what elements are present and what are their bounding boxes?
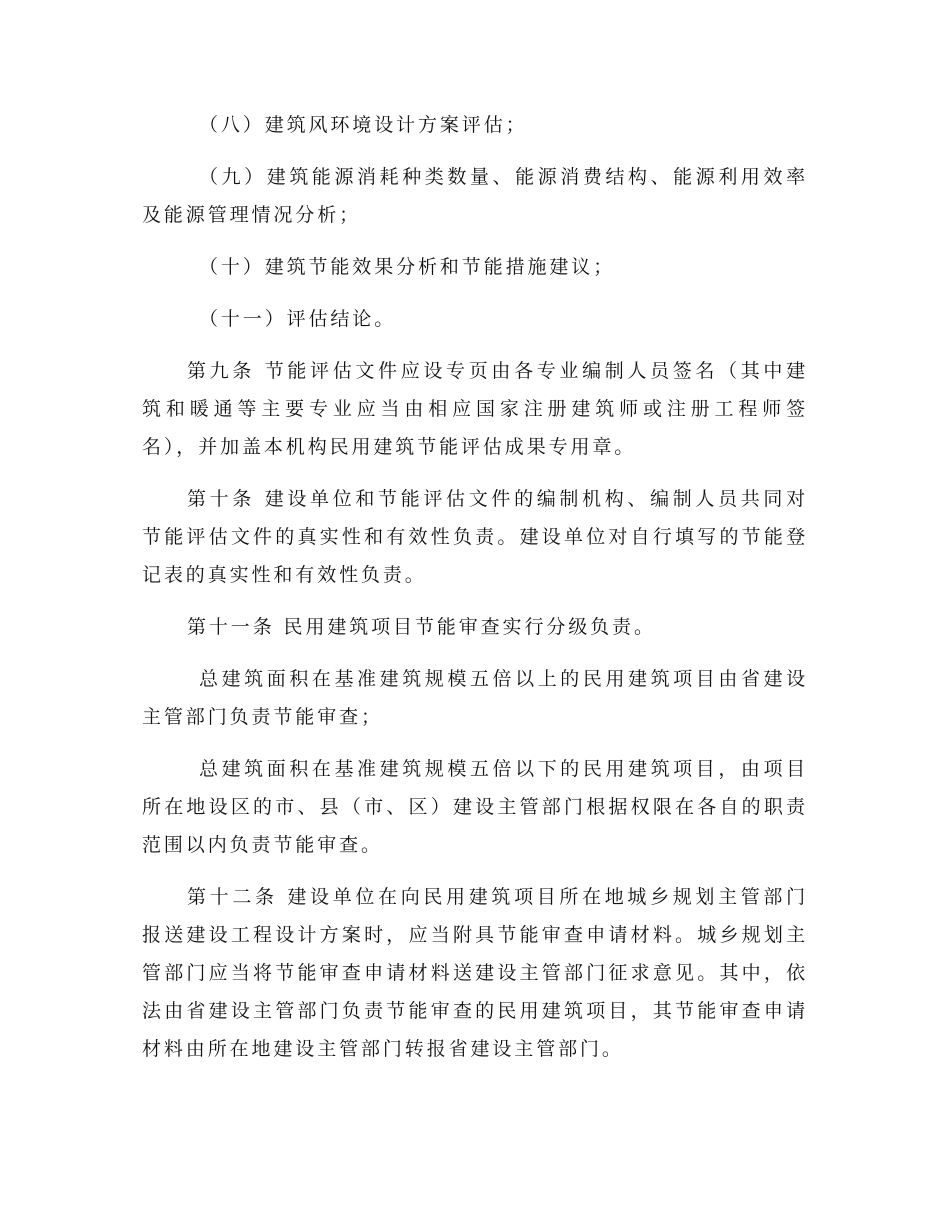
list-item-10: （十）建筑节能效果分析和节能措施建议； [199,256,616,278]
article-10: 第十条 建设单位和节能评估文件的编制机构、编制人员共同对节能评估文件的真实性和有效性负责。建设单位对自行填写的节能登记表的真实性和有效性负责。 [142,488,808,586]
document-body [142,106,808,1082]
article-11: 第十一条 民用建筑项目节能审查实行分级负责。 [187,616,656,638]
article-11-clause-2: 总建筑面积在基准建筑规模五倍以下的民用建筑项目，由项目所在地设区的市、县（市、区）建设主管部门根据权限在各自的职责范围以内负责节能审查。 [142,758,808,856]
article-12: 第十二条 建设单位在向民用建筑项目所在地城乡规划主管部门报送建设工程设计方案时，应当附具节能审查申请材料。城乡规划主管部门应当将节能审查申请材料送建设主管部门征求意见。其中，依法由省建设主管部门负责节能审查的民用建筑项目，其节能审查申请材料由所在地建设主管部门转报省建设主管部门。 [142,886,808,1060]
article-9: 第九条 节能评估文件应设专页由各专业编制人员签名（其中建筑和暖通等主要专业应当由相应国家注册建筑师或注册工程师签名），并加盖本机构民用建筑节能评估成果专用章。 [142,360,808,458]
article-11-clause-1: 总建筑面积在基准建筑规模五倍以上的民用建筑项目由省建设主管部门负责节能审查； [142,668,808,728]
list-item-8: （八）建筑风环境设计方案评估； [199,114,528,136]
list-item-9: （九）建筑能源消耗种类数量、能源消费结构、能源利用效率及能源管理情况分析； [142,166,808,226]
list-item-11: （十一）评估结论。 [199,308,397,330]
